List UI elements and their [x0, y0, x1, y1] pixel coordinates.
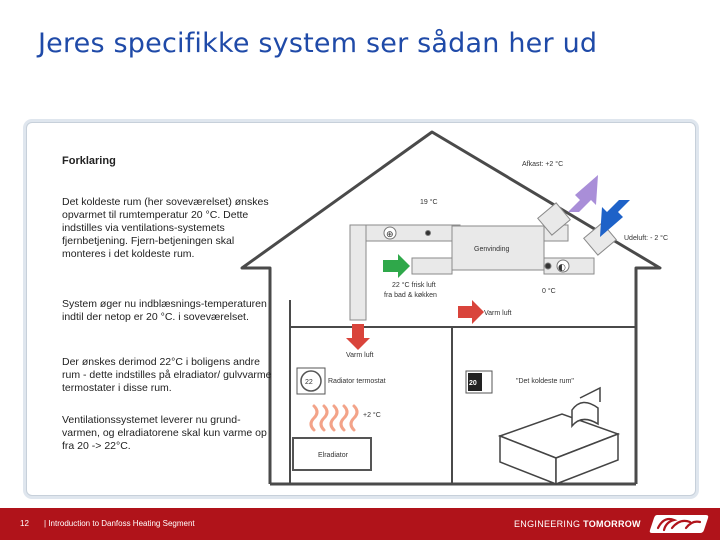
label-temp-19: 19 °C [420, 199, 438, 206]
legend-paragraph-3: Der ønskes derimod 22°C i boligens andre rum - dette indstilles på elradiator/ gulvvarme termostater i disse rum. [62, 356, 272, 394]
remote-value: 20 [469, 380, 477, 387]
tagline-bold: TOMORROW [583, 519, 641, 529]
label-supply-note: fra bad & køkken [384, 292, 437, 299]
legend-paragraph-2: System øger nu indblæsnings-temperaturen indtil der netop er 20 °C. i soveværelset. [62, 298, 267, 323]
label-supply: 22 °C frisk luft [392, 282, 436, 289]
footer-bar [0, 508, 720, 540]
supply-arrow [383, 254, 410, 278]
warm-arrow-right [458, 300, 484, 324]
page-number: 12 [20, 519, 29, 528]
footer-text: | Introduction to Danfoss Heating Segment [44, 519, 195, 528]
label-warm-right: Varm luft [484, 310, 512, 317]
tagline-regular: ENGINEERING [514, 519, 584, 529]
legend-title: Forklaring [62, 155, 116, 167]
label-heat-exchanger: Genvinding [474, 246, 510, 253]
exhaust-arrow [568, 175, 598, 212]
label-radiator-thermostat: Radiator termostat [328, 378, 386, 385]
footer-label: Introduction to Danfoss Heating Segment [48, 519, 195, 528]
danfoss-logo-icon [648, 512, 710, 536]
fan-icon: ⊕ [386, 230, 394, 240]
heat-waves-icon [311, 406, 357, 430]
label-exhaust: Afkast: +2 °C [522, 161, 564, 168]
bed-icon [500, 388, 618, 484]
label-temp-0: 0 °C [542, 288, 556, 295]
thermostat-value: 22 [305, 379, 313, 386]
label-outdoor: Udeluft: - 2 °C [624, 235, 669, 242]
slide-title: Jeres specifikke system ser sådan her ud [38, 28, 598, 59]
outdoor-arrow [600, 200, 630, 237]
tagline [514, 519, 641, 529]
legend-paragraph-1: Det koldeste rum (her soveværelset) ønskes opvarmet til rumtemperatur 20 °C. Dette indstilles via ventilations-systemets fjernbetjening. Fjern-betjeningen skal monteres i det koldeste rum. [62, 196, 269, 260]
label-radiator: Elradiator [318, 452, 348, 459]
label-radiator-temp: +2 °C [363, 412, 381, 419]
label-coldest-room: "Det koldeste rum" [516, 378, 574, 385]
fan-icon-2: ◐ [558, 263, 566, 273]
legend-paragraph-4: Ventilationssystemet leverer nu grund-varmen, og elradiatorene skal kun varme op fra 20 -> 22°C. [62, 414, 267, 452]
label-warm-down: Varm luft [346, 352, 374, 359]
